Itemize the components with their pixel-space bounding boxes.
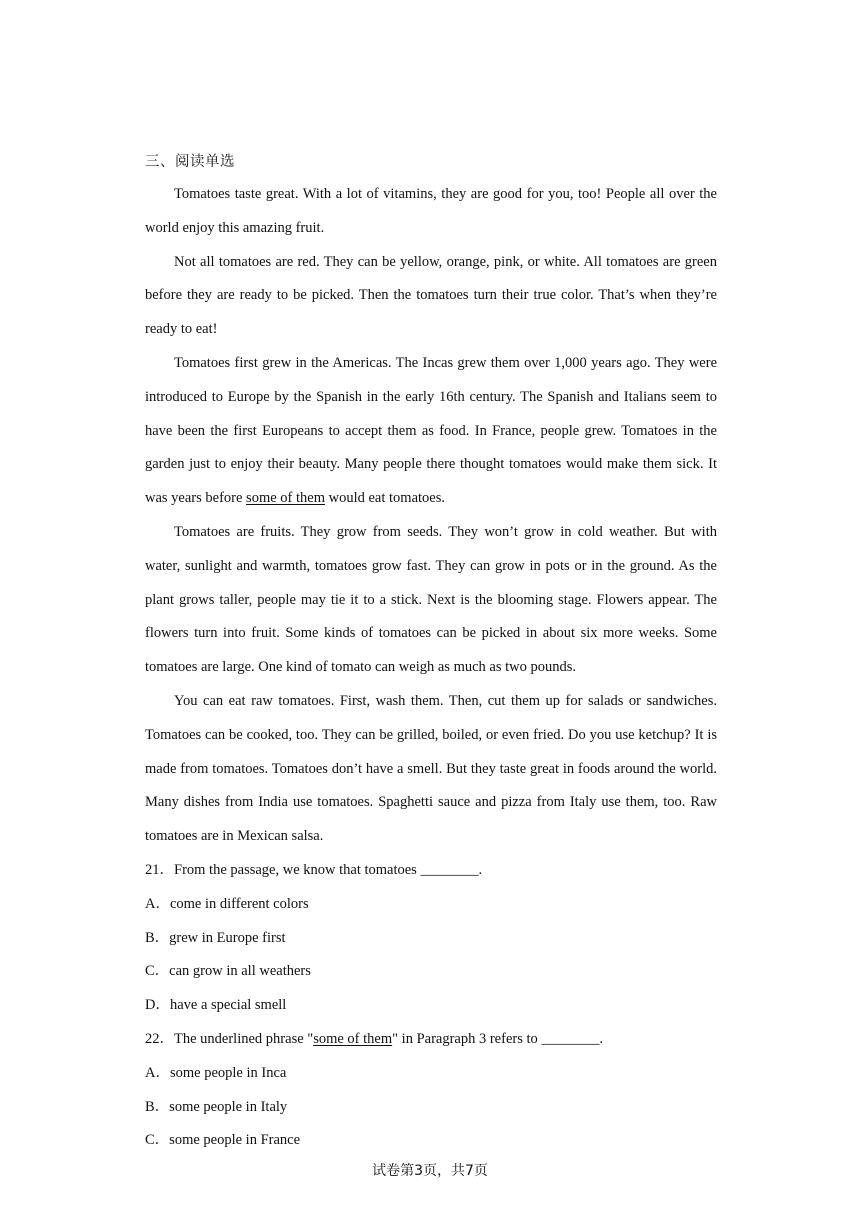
question-21-option-c: C．can grow in all weathers [145,963,311,980]
question-21-option-b: B．grew in Europe first [145,929,286,946]
question-22-stem [145,1023,717,1057]
question-22-option-c: C．some people in France [145,1132,301,1149]
question-22-option-a: A．some people in Inca [145,1064,287,1081]
underlined-phrase: some of them [246,490,325,507]
passage-paragraph-5: You can eat raw tomatoes. First, wash them. Then, cut them up for salads or sandwiches. Tomatoes can be cooked, too. They can be grilled, boiled, or even fried. Do you use ketchup? It is made from tomatoes. Tomatoes don’t have a smell. But they taste great in foods around the world. Many dishes from India use tomatoes. Spaghetti sauce and pizza from Italy use them, too. Raw tomatoes are in Mexican salsa. [145,692,717,845]
question-22-option-b: B．some people in Italy [145,1098,288,1115]
question-21-stem: 21．From the passage, we know that tomatoes ________. [145,862,483,878]
question-22-stem-before: 22．The underlined phrase " [145,1030,314,1047]
passage-paragraph-1: Tomatoes taste great. With a lot of vitamins, they are good for you, too! People all over the world enjoy this amazing fruit. [145,186,717,236]
passage-paragraph-4: Tomatoes are fruits. They grow from seeds. They won’t grow in cold weather. But with water, sunlight and warmth, tomatoes grow fast. They can grow in pots or in the ground. As the plant grows taller, people may tie it to a stick. Next is the blooming stage. Flowers appear. The flowers turn into fruit. Some kinds of tomatoes can be picked in about six more weeks. Some tomatoes are large. One kind of tomato can weigh as much as two pounds. [145,523,717,676]
question-22-underlined-phrase: some of them [313,1030,393,1047]
passage-paragraph-2: Not all tomatoes are red. They can be yellow, orange, pink, or white. All tomatoes are green before they are ready to be picked. Then the tomatoes turn their true color. That’s when they’re ready to eat! [145,253,717,338]
question-22-stem-after: " in Paragraph 3 refers to ________. [392,1030,604,1047]
question-21-option-d: D．have a special smell [145,997,287,1014]
question-21-option-a: A．come in different colors [145,895,309,912]
paragraph-3-text-after: would eat tomatoes. [324,490,445,507]
paragraph-3-text-before: Tomatoes first grew in the Americas. The Incas grew them over 1,000 years ago. They were introduced to Europe by the Spanish in the early 16th century. The Spanish and Italians seem to have been the first Europeans to accept them as food. In France, people grew. Tomatoes in the garden just to enjoy their beauty. Many people there thought tomatoes would make them sick. It was years before [145,354,717,507]
reading-passage [145,178,717,854]
page-footer: 试卷第3页，共7页 [372,1163,488,1179]
passage-paragraph-3 [145,347,717,516]
question-list [145,854,717,1158]
section-title: 三、阅读单选 [145,154,235,170]
